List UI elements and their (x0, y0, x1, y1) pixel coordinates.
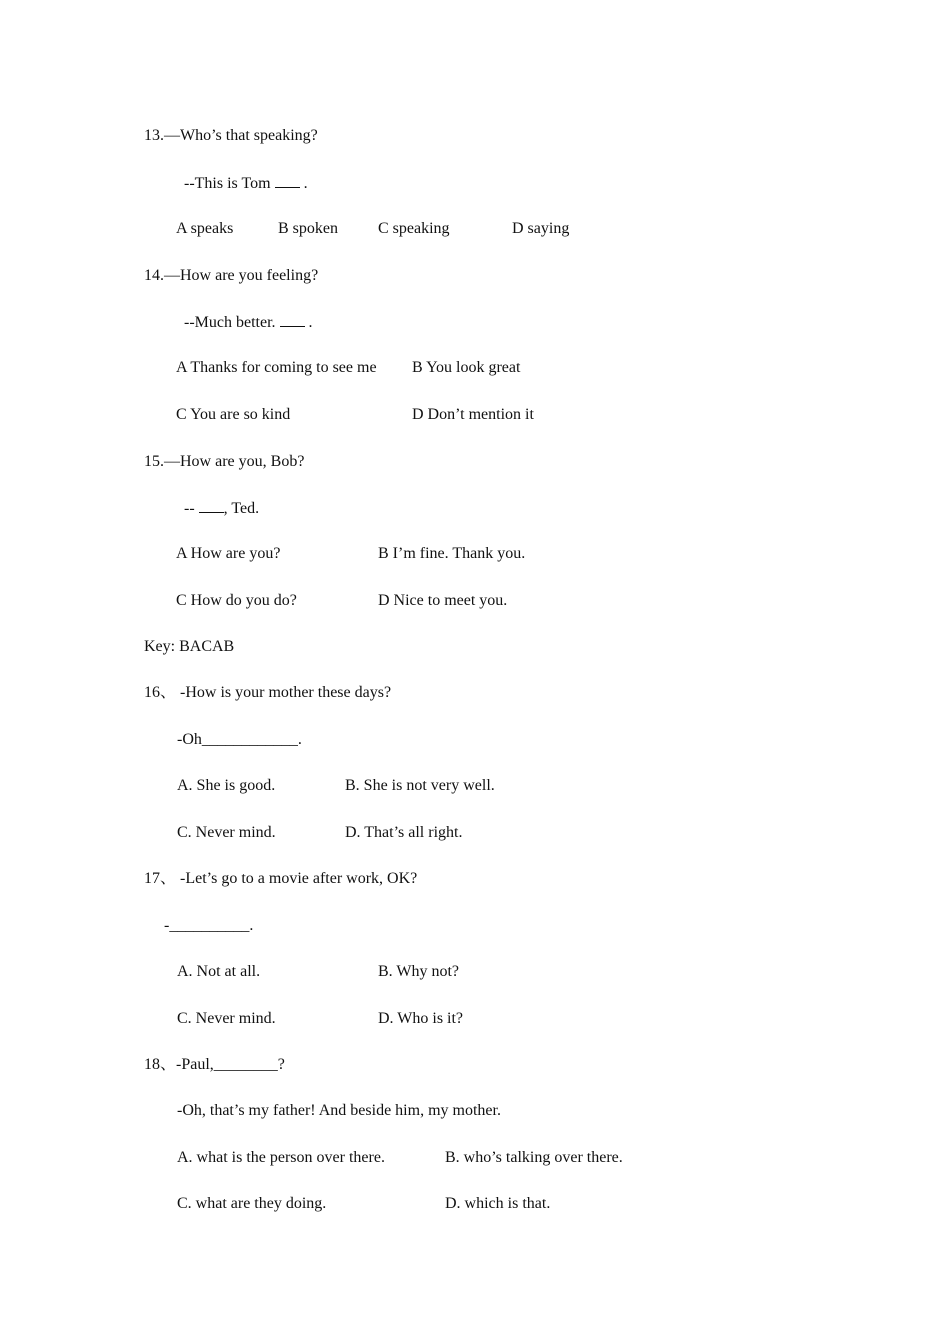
q18-option-b: B. who’s talking over there. (445, 1149, 623, 1166)
q17-reply-text: - (164, 917, 170, 934)
q16-reply-text: -Oh (177, 731, 202, 748)
q17-stem: 17、 -Let’s go to a movie after work, OK? (144, 870, 418, 887)
q13-reply-text: --This is Tom (184, 175, 271, 192)
q18-answer-blank: ________ (213, 1056, 278, 1073)
q14-answer-blank (280, 312, 305, 327)
q15-stem: 15.—How are you, Bob? (144, 453, 305, 470)
answer-key: Key: BACAB (144, 638, 235, 655)
q15-option-d: D Nice to meet you. (378, 592, 508, 609)
q14-stem: 14.—How are you feeling? (144, 267, 319, 284)
q17-answer-blank: __________ (169, 917, 250, 934)
q17-reply-end: . (249, 917, 254, 934)
q18-option-a: A. what is the person over there. (177, 1149, 385, 1166)
q18-stem-text: 18、-Paul, (144, 1056, 214, 1073)
q14-reply-text: --Much better. (184, 314, 276, 331)
q13-option-b: B spoken (278, 220, 338, 237)
q13-stem: 13.—Who’s that speaking? (144, 127, 318, 144)
q13-option-a: A speaks (176, 220, 234, 237)
q15-option-c: C How do you do? (176, 592, 297, 609)
q15-option-a: A How are you? (176, 545, 281, 562)
q16-reply-end: . (297, 731, 302, 748)
q15-option-b: B I’m fine. Thank you. (378, 545, 526, 562)
q17-option-c: C. Never mind. (177, 1010, 276, 1027)
q16-stem: 16、 -How is your mother these days? (144, 684, 392, 701)
q18-stem-end: ? (277, 1056, 285, 1073)
q16-option-c: C. Never mind. (177, 824, 276, 841)
q13-answer-blank (275, 173, 300, 188)
q16-answer-blank: ____________ (201, 731, 298, 748)
q18-reply: -Oh, that’s my father! And beside him, my mother. (177, 1102, 501, 1119)
q13-reply (184, 173, 308, 194)
q17-option-b: B. Why not? (378, 963, 460, 980)
q14-option-a: A Thanks for coming to see me (176, 359, 377, 376)
q15-reply-text: -- (184, 500, 195, 517)
q14-reply (184, 312, 313, 333)
q13-reply-end: . (299, 175, 308, 192)
q15-answer-blank (199, 498, 224, 513)
q17-reply (164, 916, 253, 936)
q14-reply-end: . (304, 314, 313, 331)
q13-option-d: D saying (512, 220, 570, 237)
q15-reply (184, 498, 259, 519)
q14-option-b: B You look great (412, 359, 521, 376)
q18-option-c: C. what are they doing. (177, 1195, 327, 1212)
q17-option-d: D. Who is it? (378, 1010, 464, 1027)
q15-reply-end: , Ted. (223, 500, 260, 517)
q16-option-d: D. That’s all right. (345, 824, 463, 841)
q16-reply (177, 730, 302, 750)
q13-option-c: C speaking (378, 220, 450, 237)
q14-option-d: D Don’t mention it (412, 406, 534, 423)
q16-option-b: B. She is not very well. (345, 777, 495, 794)
q18-option-d: D. which is that. (445, 1195, 551, 1212)
q17-option-a: A. Not at all. (177, 963, 261, 980)
q14-option-c: C You are so kind (176, 406, 291, 423)
q16-option-a: A. She is good. (177, 777, 276, 794)
q18-stem (144, 1055, 285, 1075)
